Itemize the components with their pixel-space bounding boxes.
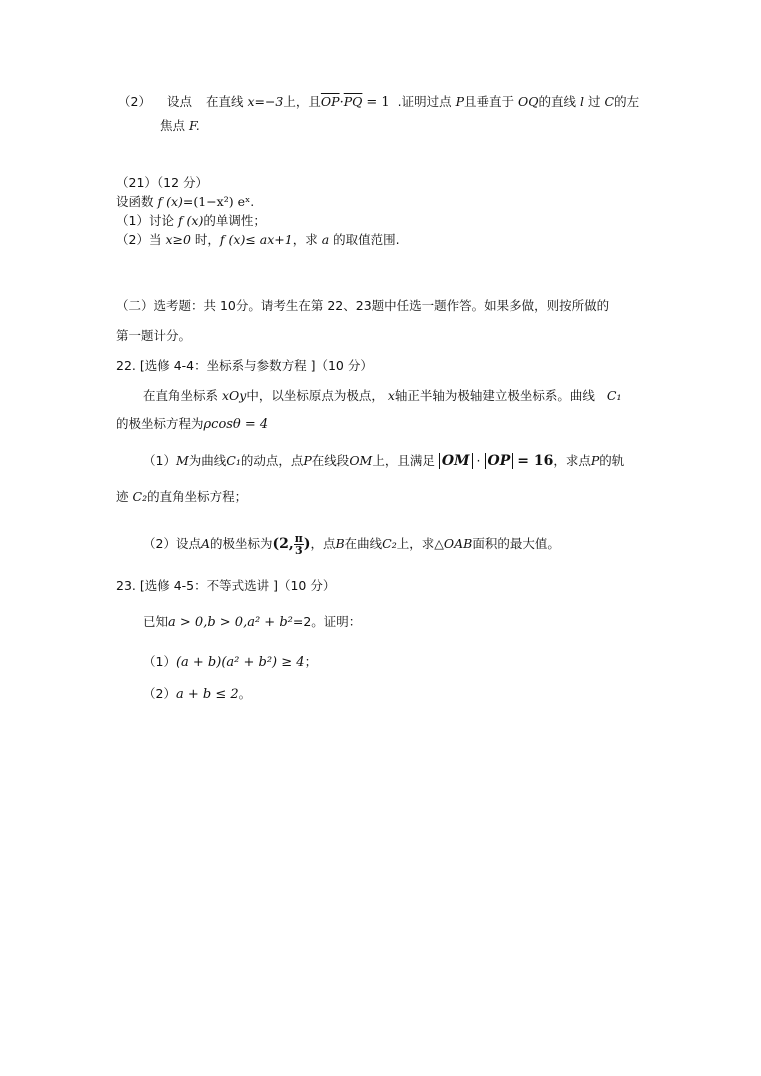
q23-given-a: 已知	[143, 614, 169, 629]
q22-p1-line2-a: 迹	[116, 489, 129, 504]
q22-line2-eq: ρcosθ = 4	[203, 417, 269, 432]
q22-p1-dot: ·	[476, 453, 481, 468]
q21-func-pre: 设函数	[116, 194, 154, 209]
q20-text-h: 的左	[614, 94, 640, 109]
q20-oq: OQ	[518, 94, 539, 109]
q22-p2-pi: π	[294, 532, 303, 545]
q20-text-d: .证明过点	[397, 94, 452, 109]
q22-p1-b: 的动点，点	[240, 453, 304, 468]
q22-abs-op: OP	[485, 453, 514, 469]
q22-p1-c1: C₁	[226, 453, 241, 468]
q21-part1-text: 的单调性；	[203, 213, 266, 228]
q22-line2-a: 的极坐标方程为	[116, 416, 204, 431]
q22-p2-OAB: OAB	[443, 536, 473, 551]
q22-abs-om: OM	[439, 453, 473, 469]
q22-part1-line1	[143, 453, 624, 469]
q23-p1-label: （1）	[143, 654, 176, 669]
q22-intro-b: 中，以坐标原点为极点，	[246, 388, 384, 403]
q23-given-math: a > 0,b > 0,a² + b²	[168, 615, 293, 630]
q22-p1-c: 在线段	[311, 453, 350, 468]
q20-l: l	[580, 94, 585, 109]
q22-p2-a: 的极坐标为	[209, 536, 273, 551]
q23-given-b: =2。证明：	[292, 614, 362, 629]
q21-part2-label: （2）当	[116, 232, 162, 247]
q22-p2-e: 面积的最大值。	[472, 536, 560, 551]
q22-p1-OM: OM	[349, 453, 373, 468]
q21-part2-ineq: f (x)≤ ax+1	[219, 232, 293, 247]
q22-p1-P: P	[303, 453, 312, 468]
q22-p1-c2: C₂	[132, 489, 148, 504]
q20-line2-F: F.	[189, 118, 200, 133]
q20-text-e: 且垂直于	[464, 94, 515, 109]
q21-func-fx: f (x)	[157, 194, 183, 209]
q22-intro-c: 轴正半轴为极轴建立极坐标系。曲线	[394, 388, 595, 403]
q21-part2-text1: 时，	[194, 232, 220, 247]
q22-p2-b: ，点	[310, 536, 336, 551]
q20-c: C	[604, 94, 615, 109]
q22-part2	[143, 532, 560, 556]
q22-line2	[116, 416, 268, 433]
q22-xoy: xOy	[222, 388, 247, 403]
q23-header: 23. [选修 4-5：不等式选讲 ]（10 分）	[116, 578, 336, 593]
q20-eq-x: x=−3	[247, 94, 284, 109]
q23-p2-label: （2）	[143, 686, 176, 701]
q23-p1-math: (a + b)(a² + b²) ≥ 4	[175, 655, 305, 670]
q22-p2-label: （2）设点	[143, 536, 201, 551]
q22-part1-line2	[116, 489, 247, 505]
q21-part2-cond: x≥0	[165, 232, 191, 247]
q21-function	[116, 194, 254, 210]
q23-part2	[143, 686, 251, 703]
q23-p1-end: ；	[304, 654, 318, 669]
q22-x: x	[387, 388, 395, 403]
q20-vec-op: $\overline{OP}$	[320, 94, 340, 109]
q22-header: 22. [选修 4-4：坐标系与参数方程 ]（10 分）	[116, 358, 373, 373]
q22-p2-B: B	[335, 536, 345, 551]
q22-p2-close: )	[303, 536, 311, 552]
q20-vec-pq: $\overline{PQ}$	[343, 94, 363, 109]
q20-text-g: 过	[588, 94, 601, 109]
q22-p1-M: M	[175, 453, 189, 468]
q21-part2-a: a	[321, 232, 330, 247]
q20-line2-f: 焦点	[160, 118, 186, 133]
q22-p2-d: 上，求△	[396, 536, 444, 551]
q21-part2-text2: ，求	[292, 232, 318, 247]
q21-part1-label: （1）讨论	[116, 213, 174, 228]
q21-part2-text3: 的取值范围.	[333, 232, 400, 247]
q23-part1	[143, 654, 317, 671]
q23-p2-math: a + b ≤ 2	[175, 687, 239, 702]
q22-p2-open: (2,	[272, 536, 294, 552]
q20-eq-one: = 1	[366, 95, 390, 110]
q20-text-a: 设点	[166, 94, 192, 109]
q22-p1-f: 的轨	[599, 453, 625, 468]
q23-given	[143, 614, 361, 631]
q20-text-f: 的直线	[538, 94, 577, 109]
q22-p1-P2: P	[590, 453, 600, 468]
q22-p2-c: 在曲线	[344, 536, 383, 551]
q20-part2-label: （2）	[118, 94, 151, 109]
q21-part1-fx: f (x)	[177, 213, 204, 228]
q20-text-b: 在直线	[205, 94, 244, 109]
q20-p: P	[455, 94, 465, 109]
q23-p2-end: 。	[238, 686, 252, 701]
q22-p2-A: A	[200, 536, 210, 551]
q20-dot: ·	[339, 95, 344, 110]
q22-c1: C₁	[606, 388, 622, 403]
q21-header: （21）（12 分）	[116, 175, 209, 190]
q20-part2-line1	[118, 94, 639, 111]
q22-intro-a: 在直角坐标系	[143, 388, 219, 403]
q22-p2-three: 3	[294, 544, 303, 557]
q22-intro	[143, 388, 622, 404]
q21-part1	[116, 213, 266, 229]
q22-p1-label: （1）	[143, 453, 176, 468]
q21-func-eq: =(1−x²) eˣ.	[182, 194, 255, 209]
q22-p1-d: 上，且满足	[372, 453, 435, 468]
q22-p2-c2: C₂	[382, 536, 397, 551]
q20-part2-line2	[160, 118, 200, 134]
q21-part2	[116, 232, 400, 248]
q20-text-c: 上，且	[283, 94, 321, 109]
q22-p1-line2-b: 的直角坐标方程；	[147, 489, 248, 504]
elective-line2: 第一题计分。	[116, 328, 192, 343]
q22-p2-frac	[294, 533, 304, 556]
elective-line1: （二）选考题：共 10分。请考生在第 22、23题中任选一题作答。如果多做，则按所做的	[116, 298, 610, 313]
q22-p1-a: 为曲线	[188, 453, 227, 468]
q22-p1-e: ，求点	[553, 453, 591, 468]
q22-p1-eq16: = 16	[517, 453, 554, 469]
